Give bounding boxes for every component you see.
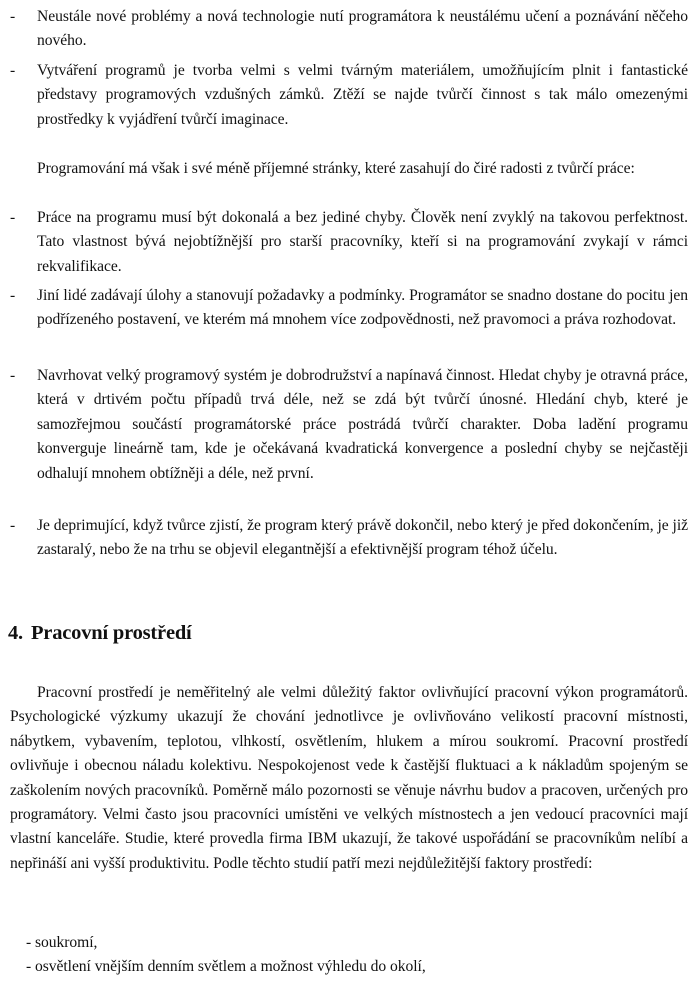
bullet-item-4 xyxy=(10,284,688,333)
bullet-dash: - xyxy=(10,367,16,384)
bullet-item-6 xyxy=(10,514,688,563)
bullet-text: Vytváření programů je tvorba velmi s velmi tvárným materiálem, umožňujícím plnit i fantastické představy programových vzdušných zámků. Ztěží se najde tvůrčí činnost s tak málo omezenými prostředky k vyjádření tvůrčí imaginace. xyxy=(37,62,688,128)
bullet-item-5 xyxy=(10,364,688,486)
bullet-dash: - xyxy=(10,287,16,304)
section-title: Pracovní prostředí xyxy=(30,622,192,644)
bullet-dash: - xyxy=(10,209,16,226)
section-number: 4. xyxy=(8,622,23,644)
bullet-dash: - xyxy=(10,517,16,534)
bullet-text: Navrhovat velký programový systém je dobrodružství a napínavá činnost. Hledat chyby je otravná práce, která v drtivém počtu případů trvá déle, než se zdá být tvůrčí únosné. Hledání chyb, které je samozřejmou součástí programátorské práce postrádá tvůrčí charakter. Doba ladění programu konverguje lineárně tam, kde je očekávaná kvadratická konvergence a poslední chyby se nejčastěji odhalují mnohem obtížněji a déle, než první. xyxy=(37,367,688,482)
section-paragraph: Pracovní prostředí je neměřitelný ale velmi důležitý faktor ovlivňující pracovní výkon programátorů. Psychologické výzkumy ukazují že chování jednotlivce je ovlivňováno velikostí pracovní místnosti, nábytkem, vybavením, teplotou, vlhkostí, osvětlením, hlukem a mírou soukromí. Pracovní prostředí ovlivňuje i obecnou náladu kolektivu. Nespokojenost vede k častější fluktuaci a k nákladům spojeným se zaškolením nových pracovníků. Poměrně málo pozornosti se věnuje návrhu budov a pracoven, určených pro programátory. Velmi často jsou pracovníci umístěni ve velkých místnostech a jen vedoucí pracovníci mají vlastní kanceláře. Studie, které provedla firma IBM ukazují, že takové uspořádání se pracovníkům nelíbí a nepřináší ani vyšší produktivitu. Podle těchto studií patří mezi nejdůležitější faktory prostředí: xyxy=(10,684,688,872)
bullet-text: Práce na programu musí být dokonalá a bez jediné chyby. Člověk není zvyklý na takovou perfektnost. Tato vlastnost bývá nejobtížnější pro starší pracovníky, kteří si na programování zvykají v rámci rekvalifikace. xyxy=(37,209,688,275)
bullet-dash: - xyxy=(10,62,16,79)
bullet-text: Jiní lidé zadávají úlohy a stanovují požadavky a podmínky. Programátor se snadno dostane do pocitu jen podřízeného postavení, ve kterém má mnohem více zodpovědnosti, než pravomoci a práva rozhodovat. xyxy=(37,287,688,329)
bullet-item-1 xyxy=(10,5,688,54)
bullet-dash: - xyxy=(10,8,16,25)
bullet-item-3 xyxy=(10,206,688,279)
bullet-item-2 xyxy=(10,59,688,132)
bullet-text: Neustále nové problémy a nová technologie nutí programátora k neustálému učení a poznávání něčeho nového. xyxy=(37,8,688,50)
section-heading xyxy=(8,622,192,645)
intro-paragraph: Programování má však i své méně příjemné stránky, které zasahují do čiré radosti z tvůrčí práce: xyxy=(37,160,635,177)
factor-item-1: - soukromí, xyxy=(26,934,98,951)
factor-item-2: - osvětlení vnějším denním světlem a možnost výhledu do okolí, xyxy=(26,958,426,975)
bullet-text: Je deprimující, když tvůrce zjistí, že program který právě dokončil, nebo který je před dokončením, je již zastaralý, nebo že na trhu se objevil elegantnější a efektivnější program téhož účelu. xyxy=(37,517,688,559)
